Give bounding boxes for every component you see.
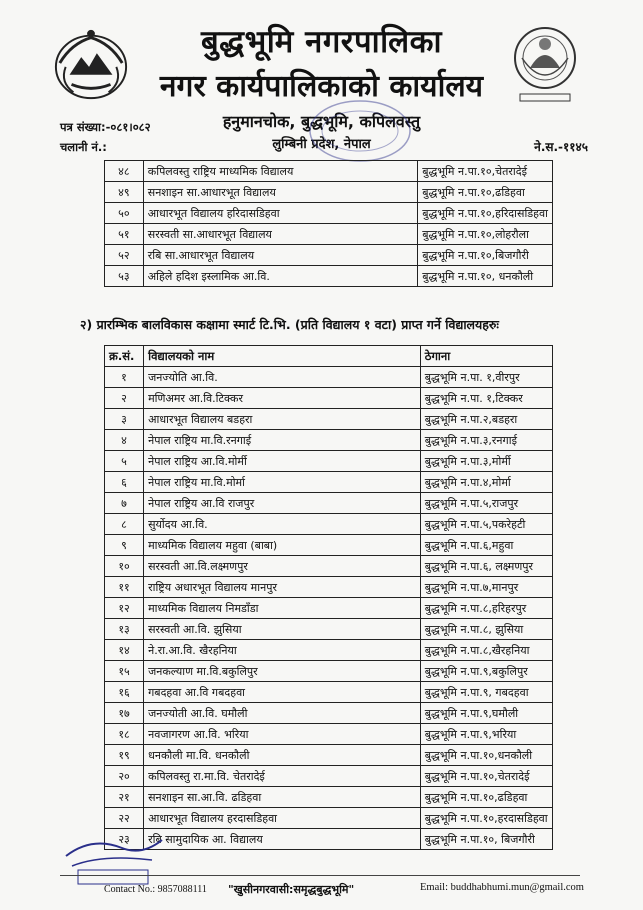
school-name-cell: धनकौली मा.वि. धनकौली [144,745,421,766]
serial-number-cell: १७ [105,703,144,724]
school-name-cell: मणिअमर आ.वि.टिक्कर [144,388,421,409]
table-row [105,682,553,703]
table-row [105,808,553,829]
school-name-cell: नेपाल राष्ट्रिय आ.वि.मोर्मी [144,451,421,472]
column-header: ठेगाना [420,346,552,367]
table-row [105,640,553,661]
school-name-cell: रबि सामुदायिक आ. विद्यालय [144,829,421,850]
serial-number-cell: ५१ [105,224,144,245]
serial-number-cell: ८ [105,514,144,535]
school-name-cell: राष्ट्रिय अधारभूत विद्यालय मानपुर [144,577,421,598]
school-name-cell: सनशाइन सा.आधारभूत विद्यालय [143,182,418,203]
table-row [105,745,553,766]
table-row [105,472,553,493]
column-header: क्र.सं. [105,346,144,367]
table-row [105,161,553,182]
school-name-cell: आधारभूत विद्यालय हरिदासडिहवा [143,203,418,224]
school-address-cell: बुद्धभूमि न.पा.१०,ढडिहवा [418,182,553,203]
nepal-sambat: ने.स.-११४५ [534,140,588,154]
table-row [105,451,553,472]
serial-number-cell: १६ [105,682,144,703]
table-row [105,245,553,266]
table-row [105,388,553,409]
school-address-cell: बुद्धभूमि न.पा.१०,धनकौली [420,745,552,766]
school-table-continued [104,160,553,287]
letter-number: पत्र संख्या:-०८१।०८२ [60,120,151,134]
school-address-cell: बुद्धभूमि न.पा.३,मोर्मी [420,451,552,472]
school-address-cell: बुद्धभूमि न.पा.३,रनगाई [420,430,552,451]
office-title-line2: नगर कार्यपालिकाको कार्यालय [159,69,484,104]
contact-number: Contact No.: 9857088111 [104,884,207,895]
school-address-cell: बुद्धभूमि न.पा. १,वीरपुर [420,367,552,388]
office-address-line1: हनुमानचोक, बुद्धभूमि, कपिलवस्तु [222,112,421,131]
serial-number-cell: ५३ [105,266,144,287]
table-row [105,409,553,430]
table-row [105,266,553,287]
school-address-cell: बुद्धभूमि न.पा.१०,चेतरादेई [418,161,553,182]
serial-number-cell: १० [105,556,144,577]
school-address-cell: बुद्धभूमि न.पा.८, झुसिया [420,619,552,640]
smart-tv-school-table [104,345,553,850]
school-name-cell: रबि सा.आधारभूत विद्यालय [143,245,418,266]
school-name-cell: माध्यमिक विद्यालय महुवा (बाबा) [144,535,421,556]
school-name-cell: अहिले हदिश इस्लामिक आ.वि. [143,266,418,287]
school-address-cell: बुद्धभूमि न.पा.९,बकुलिपुर [420,661,552,682]
serial-number-cell: ४८ [105,161,144,182]
school-address-cell: बुद्धभूमि न.पा.६,महुवा [420,535,552,556]
section-heading: २) प्रारम्भिक बालविकास कक्षामा स्मार्ट टि.भि. (प्रति विद्यालय १ वटा) प्राप्त गर्ने विद्यालयहरुः [80,317,499,332]
school-address-cell: बुद्धभूमि न.पा.१०,लोहरौला [418,224,553,245]
school-name-cell: सरस्वती सा.आधारभूत विद्यालय [143,224,418,245]
table-row [105,493,553,514]
school-address-cell: बुद्धभूमि न.पा.१०,हरदासडिहवा [420,808,552,829]
serial-number-cell: २३ [105,829,144,850]
school-name-cell: जनज्योती आ.वि. घमौली [144,703,421,724]
serial-number-cell: २१ [105,787,144,808]
serial-number-cell: २० [105,766,144,787]
school-address-cell: बुद्धभूमि न.पा.४,मोर्मा [420,472,552,493]
table-row [105,661,553,682]
table-row [105,598,553,619]
serial-number-cell: १२ [105,598,144,619]
table-row [105,514,553,535]
serial-number-cell: १३ [105,619,144,640]
table-row [105,619,553,640]
table-header-row [105,346,553,367]
serial-number-cell: ११ [105,577,144,598]
school-address-cell: बुद्धभूमि न.पा. १,टिक्कर [420,388,552,409]
serial-number-cell: १५ [105,661,144,682]
table-row [105,535,553,556]
school-address-cell: बुद्धभूमि न.पा.५,राजपुर [420,493,552,514]
school-address-cell: बुद्धभूमि न.पा.१०,ढडिहवा [420,787,552,808]
table-row [105,430,553,451]
school-address-cell: बुद्धभूमि न.पा.१०,बिजगौरी [418,245,553,266]
footer-divider [60,875,580,876]
serial-number-cell: २ [105,388,144,409]
office-stamp-icon [305,95,415,167]
serial-number-cell: ५ [105,451,144,472]
table-row [105,577,553,598]
slogan: "खुसीनगरवासी:समृद्धबुद्धभूमि" [228,883,355,896]
serial-number-cell: १९ [105,745,144,766]
table-row [105,367,553,388]
school-address-cell: बुद्धभूमि न.पा.१०, धनकौली [418,266,553,287]
school-address-cell: बुद्धभूमि न.पा.१०,हरिदासडिहवा [418,203,553,224]
column-header: विद्यालयको नाम [144,346,421,367]
serial-number-cell: ६ [105,472,144,493]
school-name-cell: नेपाल राष्ट्रिय मा.वि.मोर्मा [144,472,421,493]
school-name-cell: आधारभूत विद्यालय हरदासडिहवा [144,808,421,829]
school-address-cell: बुद्धभूमि न.पा.९, गबदहवा [420,682,552,703]
school-address-cell: बुद्धभूमि न.पा.५,पकरेहटी [420,514,552,535]
email-address: Email: buddhabhumi.mun@gmail.com [420,882,584,893]
serial-number-cell: ४९ [105,182,144,203]
school-address-cell: बुद्धभूमि न.पा.७,मानपुर [420,577,552,598]
serial-number-cell: ३ [105,409,144,430]
school-address-cell: बुद्धभूमि न.पा.१०,चेतरादेई [420,766,552,787]
table-row [105,829,553,850]
school-name-cell: नवजागरण आ.वि. भरिया [144,724,421,745]
serial-number-cell: ४ [105,430,144,451]
serial-number-cell: ५० [105,203,144,224]
table-row [105,703,553,724]
school-address-cell: बुद्धभूमि न.पा.६, लक्ष्मणपुर [420,556,552,577]
serial-number-cell: ७ [105,493,144,514]
serial-number-cell: १८ [105,724,144,745]
serial-number-cell: ५२ [105,245,144,266]
school-name-cell: जनज्योति आ.वि. [144,367,421,388]
table-row [105,556,553,577]
school-name-cell: गबदहवा आ.वि गबदहवा [144,682,421,703]
school-address-cell: बुद्धभूमि न.पा.२,बडहरा [420,409,552,430]
office-title-line1: बुद्धभूमि नगरपालिका [201,24,442,60]
school-name-cell: सनशाइन सा.आ.वि. ढडिहवा [144,787,421,808]
serial-number-cell: २२ [105,808,144,829]
school-name-cell: नेपाल राष्ट्रिय आ.वि राजपुर [144,493,421,514]
school-name-cell: जनकल्याण मा.वि.बकुलिपुर [144,661,421,682]
table-row [105,182,553,203]
school-name-cell: कपिलवस्तु राष्ट्रिय माध्यमिक विद्यालय [143,161,418,182]
table-row [105,203,553,224]
school-name-cell: सरस्वती आ.वि. झुसिया [144,619,421,640]
school-address-cell: बुद्धभूमि न.पा.८,खैरहनिया [420,640,552,661]
school-name-cell: माध्यमिक विद्यालय निमडाँडा [144,598,421,619]
school-name-cell: ने.रा.आ.वि. खैरहनिया [144,640,421,661]
school-address-cell: बुद्धभूमि न.पा.९,भरिया [420,724,552,745]
school-name-cell: सरस्वती आ.वि.लक्ष्मणपुर [144,556,421,577]
serial-number-cell: १ [105,367,144,388]
school-address-cell: बुद्धभूमि न.पा.८,हरिहरपुर [420,598,552,619]
school-address-cell: बुद्धभूमि न.पा.९,घमौली [420,703,552,724]
school-name-cell: आधारभूत विद्यालय बडहरा [144,409,421,430]
table-row [105,224,553,245]
serial-number-cell: ९ [105,535,144,556]
table-row [105,766,553,787]
table-row [105,724,553,745]
school-name-cell: सुर्योदय आ.वि. [144,514,421,535]
dispatch-number: चलानी नं.: [60,140,107,154]
serial-number-cell: १४ [105,640,144,661]
school-address-cell: बुद्धभूमि न.पा.१०, बिजगौरी [420,829,552,850]
office-address-line2: लुम्बिनी प्रदेश, नेपाल [272,137,371,152]
school-name-cell: कपिलवस्तु रा.मा.वि. चेतरादेई [144,766,421,787]
school-name-cell: नेपाल राष्ट्रिय मा.वि.रनगाई [144,430,421,451]
table-row [105,787,553,808]
